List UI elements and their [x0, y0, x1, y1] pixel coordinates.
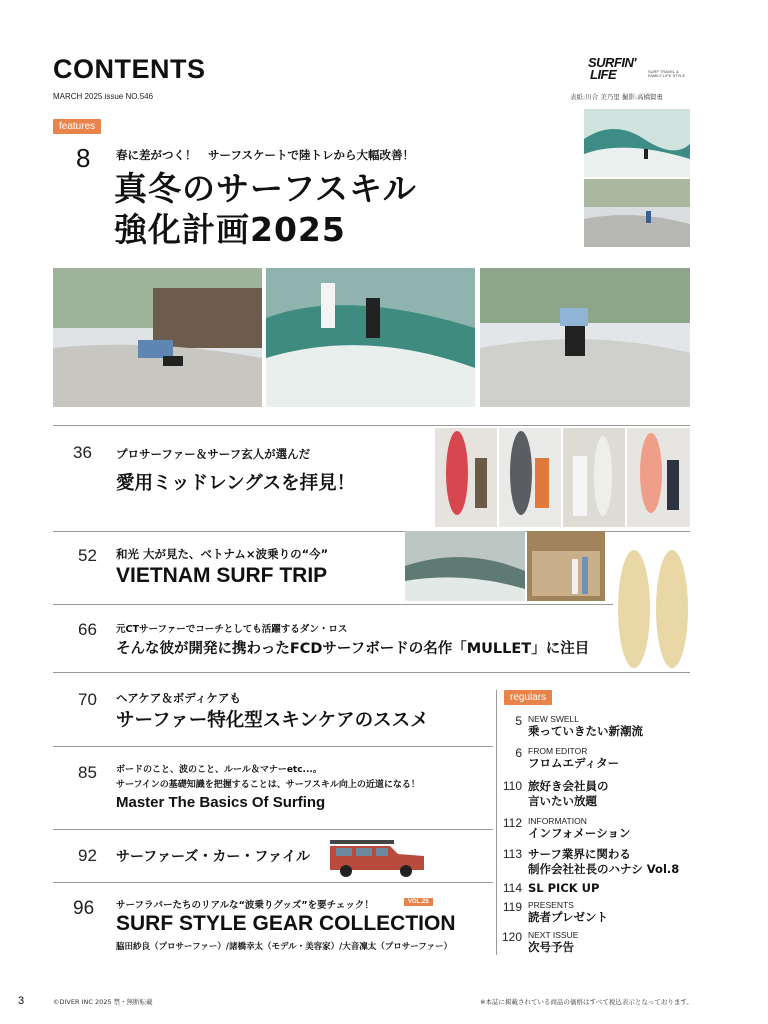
article-subtitle: ヘアケア＆ボディケアも	[116, 691, 241, 705]
article-subtitle: 和光 大が見た、ベトナム×波乗りの“今”	[116, 547, 329, 561]
regular-title: 乗っていきたい新潮流	[528, 724, 643, 738]
regular-title: インフォメーション	[528, 826, 631, 840]
regular-page: 114	[502, 881, 522, 895]
divider	[53, 882, 493, 883]
logo-subtitle: SURF TRAVEL & FAMILY LIFE STYLE	[648, 69, 686, 78]
regular-label: INFORMATION	[528, 816, 587, 826]
regular-title-2: 言いたい放題	[528, 794, 597, 808]
regular-item	[498, 900, 728, 925]
article-title: 愛用ミッドレングスを拝見！	[116, 473, 356, 494]
regular-item	[498, 714, 728, 739]
article-page: 52	[78, 546, 97, 565]
regular-label: NEXT ISSUE	[528, 930, 579, 940]
article-title: SURF STYLE GEAR COLLECTION	[116, 912, 456, 935]
regular-title: 次号予告	[528, 940, 574, 954]
divider	[53, 425, 690, 426]
divider	[53, 672, 690, 673]
regular-title: SL PICK UP	[528, 881, 600, 895]
article-photo-board-3	[563, 428, 625, 527]
feature-photo-surf-top	[584, 109, 690, 177]
divider	[53, 829, 493, 830]
regular-label: NEW SWELL	[528, 714, 580, 724]
regulars-tag: regulars	[504, 690, 552, 705]
regular-item	[498, 930, 728, 955]
article-subtitle: 元CTサーファーでコーチとしても活躍するダン・ロス	[116, 624, 348, 635]
article-page: 85	[78, 763, 97, 782]
article-subtitle: サーフラバーたちのリアルな“波乗りグッズ”を要チェック！	[116, 900, 374, 911]
regular-item	[498, 779, 728, 809]
logo-line2: LIFE	[590, 67, 617, 82]
divider	[53, 604, 613, 605]
regular-page: 5	[515, 714, 522, 728]
article-subtitle-2: サーフインの基礎知識を把握することは、サーフスキル向上の近道になる！	[116, 780, 420, 790]
article-page: 36	[73, 443, 92, 462]
article-photo-board-2	[499, 428, 561, 527]
features-tag: features	[53, 119, 101, 134]
article-subtitle: プロサーファー＆サーフ玄人が選んだ	[116, 447, 311, 461]
regular-item	[498, 746, 728, 771]
regular-label: PRESENTS	[528, 900, 574, 910]
article-title: Master The Basics Of Surfing	[116, 794, 326, 811]
article-photo-board-1	[435, 428, 497, 527]
article-subtitle: ボードのこと、波のこと、ルール＆マナーetc...。	[116, 765, 322, 775]
article-page: 70	[78, 690, 97, 709]
regulars-divider	[496, 690, 497, 955]
regular-title: 読者プレゼント	[528, 910, 609, 924]
article-photo-vietnam-surf	[405, 531, 525, 601]
headline-line2: 強化計画2025	[114, 210, 346, 249]
regular-title-2: 制作会社社長のハナシ Vol.8	[528, 862, 680, 876]
regular-page: 6	[515, 746, 522, 760]
article-title: VIETNAM SURF TRIP	[116, 564, 328, 587]
feature-photo-surf-main	[266, 268, 475, 407]
article-page: 66	[78, 620, 97, 639]
feature-main-subtitle: 春に差がつく！ サーフスケートで陸トレから大幅改善！	[116, 148, 414, 162]
article-title: そんな彼が開発に携わったFCDサーフボードの名作「MULLET」に注目	[116, 641, 590, 657]
regular-title: 旅好き会社員の	[528, 779, 609, 793]
article-page: 92	[78, 846, 97, 865]
regular-item	[498, 816, 728, 841]
issue-info: MARCH 2025 issue NO.546	[53, 92, 154, 101]
regular-page: 120	[501, 930, 522, 944]
page-number: 3	[18, 995, 25, 1007]
price-note: ※本誌に掲載されている商品の価格はすべて税込表示となっております。	[480, 998, 693, 1006]
divider	[53, 746, 493, 747]
copyright: ©DIVER INC 2025 禁・無断転載	[53, 998, 153, 1006]
feature-photo-skate-2	[480, 268, 690, 407]
regular-label: FROM EDITOR	[528, 746, 588, 756]
regular-page: 110	[502, 779, 522, 793]
article-title: サーファーズ・カー・ファイル	[116, 849, 311, 865]
regular-item	[498, 881, 728, 896]
magazine-logo	[588, 57, 692, 85]
article-photo-vietnam-shop	[527, 531, 605, 601]
headline-line1: 真冬のサーフスキル	[114, 169, 417, 208]
regular-page: 113	[502, 847, 522, 861]
article-photo-car	[326, 832, 428, 878]
article-page: 96	[73, 898, 95, 919]
vol-badge: VOL.25	[404, 898, 433, 906]
feature-photo-skate-1	[53, 268, 262, 407]
regular-title: サーフ業界に関わる	[528, 847, 631, 861]
regular-item	[498, 847, 728, 877]
article-title: サーファー特化型スキンケアのススメ	[116, 710, 429, 731]
feature-main-page: 8	[76, 143, 91, 173]
regular-title: フロムエディター	[528, 756, 620, 770]
article-photo-board-4	[627, 428, 690, 527]
feature-main-headline	[114, 168, 417, 250]
photo-credit: 表紙:川合 美乃里 撮影:高橋賢勇	[570, 93, 664, 101]
page-title: CONTENTS	[53, 54, 206, 84]
feature-photo-skate-top	[584, 179, 690, 247]
article-contributors: 脇田紗良（プロサーファー）/諸橋幸太（モデル・美容家）/大音凜太（プロサーファー）	[116, 942, 453, 952]
logo-line1: SURFIN'	[588, 55, 636, 70]
article-photo-mullet-boards	[614, 548, 694, 670]
regular-page: 119	[502, 900, 522, 914]
regular-page: 112	[502, 816, 522, 830]
